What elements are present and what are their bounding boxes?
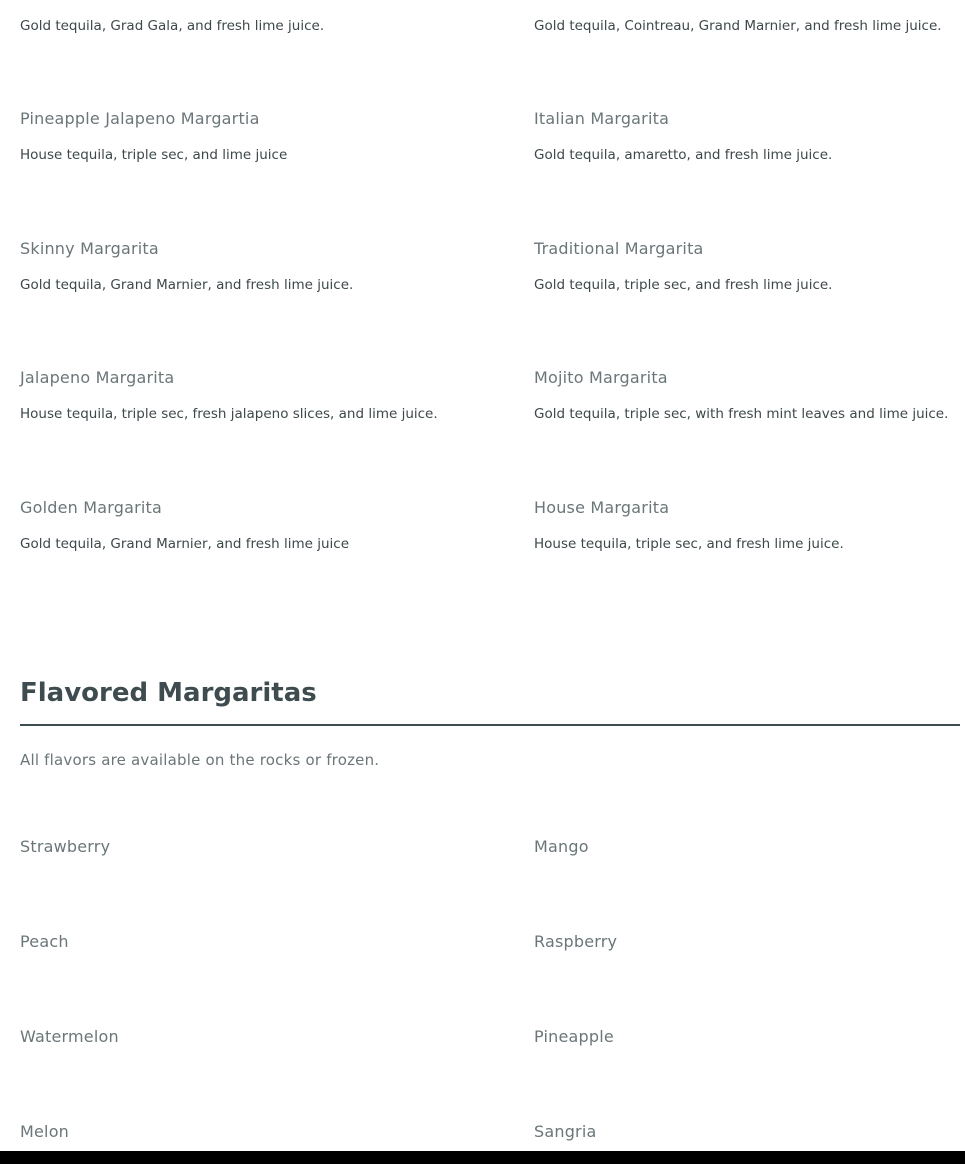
flavor-name: Strawberry xyxy=(20,837,111,856)
flavor-name: Peach xyxy=(20,932,69,951)
menu-item-description: House tequila, triple sec, and lime juice xyxy=(20,147,288,163)
menu-item-name: House Margarita xyxy=(534,498,670,517)
menu-item-description: Gold tequila, Grad Gala, and fresh lime juice. xyxy=(20,18,325,34)
flavor-name: Sangria xyxy=(534,1122,597,1141)
bottom-bar xyxy=(0,1151,965,1164)
menu-item-description: House tequila, triple sec, and fresh lime juice. xyxy=(534,536,844,552)
flavor-name: Watermelon xyxy=(20,1027,119,1046)
menu-item-description: Gold tequila, Cointreau, Grand Marnier, and fresh lime juice. xyxy=(534,18,942,34)
section-divider xyxy=(20,724,960,726)
menu-item-description: House tequila, triple sec, fresh jalapeno slices, and lime juice. xyxy=(20,406,438,422)
menu-item-name: Jalapeno Margarita xyxy=(20,368,175,387)
menu-item-name: Mojito Margarita xyxy=(534,368,668,387)
section-note: All flavors are available on the rocks or frozen. xyxy=(20,751,380,769)
menu-item-name: Golden Margarita xyxy=(20,498,163,517)
flavor-name: Melon xyxy=(20,1122,70,1141)
menu-item-description: Gold tequila, Grand Marnier, and fresh lime juice xyxy=(20,536,350,552)
menu-item-description: Gold tequila, triple sec, and fresh lime juice. xyxy=(534,277,833,293)
menu-item-description: Gold tequila, triple sec, with fresh mint leaves and lime juice. xyxy=(534,406,949,422)
menu-item-description: Gold tequila, amaretto, and fresh lime juice. xyxy=(534,147,833,163)
flavor-name: Mango xyxy=(534,837,589,856)
menu-item-name: Pineapple Jalapeno Margartia xyxy=(20,109,260,128)
menu-item-name: Traditional Margarita xyxy=(534,239,704,258)
flavor-name: Raspberry xyxy=(534,932,618,951)
menu-item-name: Skinny Margarita xyxy=(20,239,159,258)
flavor-name: Pineapple xyxy=(534,1027,614,1046)
section-title: Flavored Margaritas xyxy=(20,678,317,708)
menu-item-description: Gold tequila, Grand Marnier, and fresh lime juice. xyxy=(20,277,354,293)
menu-item-name: Italian Margarita xyxy=(534,109,670,128)
